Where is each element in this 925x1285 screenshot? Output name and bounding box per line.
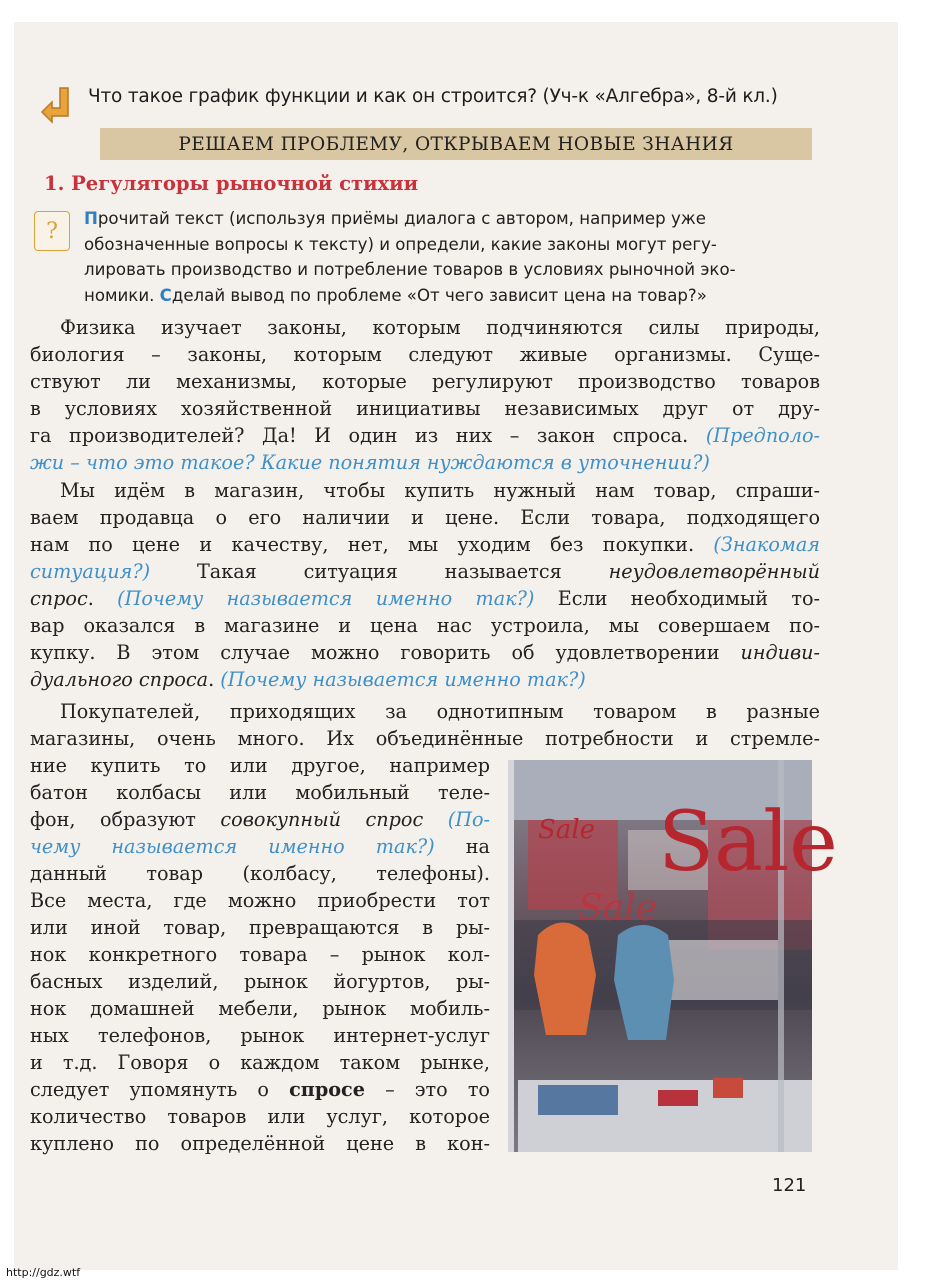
question-icon: ? xyxy=(34,211,70,251)
store-sale-photo xyxy=(508,760,838,1152)
review-arrow-icon xyxy=(38,86,74,126)
paragraph-1: Физика изучает законы, которым подчиняются силы природы, биология – законы, которым следуют живые организмы. Суще- ствуют ли механизмы, которые регулируют производство товаров в условиях хозяйственной инициативы независимых друг от дру- га производителей? Да! И один из них – закон спроса. (Предполо- жи – что это такое? Какие понятия нуждаются в уточнении?) xyxy=(30,316,820,474)
photo-illustration xyxy=(508,760,838,1152)
task-line-1: Прочитай текст (используя приёмы диалога с автором, например уже xyxy=(84,209,706,228)
paragraph-3-column: ние купить то или другое, например батон колбасы или мобильный теле- фон, образуют совокупный спрос (По- чему называется именно так?) на данный товар (колбасу, телефоны). Все места, где можно приобрести тот или иной товар, превращаются в ры- нок конкретного товара – рынок кол- басных изделий, рынок йогуртов, ры- нок домашней мебели, рынок мобиль- ных телефонов, рынок интернет-услуг и т.д. Говоря о каждом таком рынке, следует упомянуть о спросе – это то количество товаров или услуг, которое куплено по определённой цене в кон- xyxy=(30,754,490,1155)
page-number: 121 xyxy=(772,1175,807,1196)
sale-sign-small: Sale xyxy=(538,815,596,845)
review-question: Что такое график функции и как он строится? (Уч-к «Алгебра», 8-й кл.) xyxy=(88,86,778,107)
task-line-4: номики. Сделай вывод по проблеме «От чего зависит цена на товар?» xyxy=(84,285,707,305)
task-text xyxy=(84,206,814,308)
section-banner xyxy=(100,128,812,160)
section-heading: 1. Регуляторы рыночной стихии xyxy=(44,172,419,195)
task-line-2: обозначенные вопросы к тексту) и определи, какие законы могут регу- xyxy=(84,234,717,254)
task-line-3: лировать производство и потребление товаров в условиях рыночной эко- xyxy=(84,260,736,279)
footer-link[interactable]: http://gdz.wtf xyxy=(6,1266,81,1279)
banner-title: РЕШАЕМ ПРОБЛЕМУ, ОТКРЫВАЕМ НОВЫЕ ЗНАНИЯ xyxy=(178,133,734,155)
paragraph-2: Мы идём в магазин, чтобы купить нужный нам товар, спраши- ваем продавца о его наличии и цене. Если товара, подходящего нам по цене и качеству, нет, мы уходим без покупки. (Знакомая ситуация?) Такая ситуация называется неудовлетворённый спрос. (Почему называется именно так?) Если необходимый то- вар оказался в магазине и цена нас устроила, мы совершаем по- купку. В этом случае можно говорить об удовлетворении индиви- дуального спроса. (Почему называется именно так?) xyxy=(30,479,820,691)
sale-sign-reflection: Sale xyxy=(578,888,657,929)
sale-sign-big: Sale xyxy=(658,795,838,890)
paragraph-3: Покупателей, приходящих за однотипным товаром в разные магазины, очень много. Их объединённые потребности и стремле- xyxy=(30,700,820,750)
